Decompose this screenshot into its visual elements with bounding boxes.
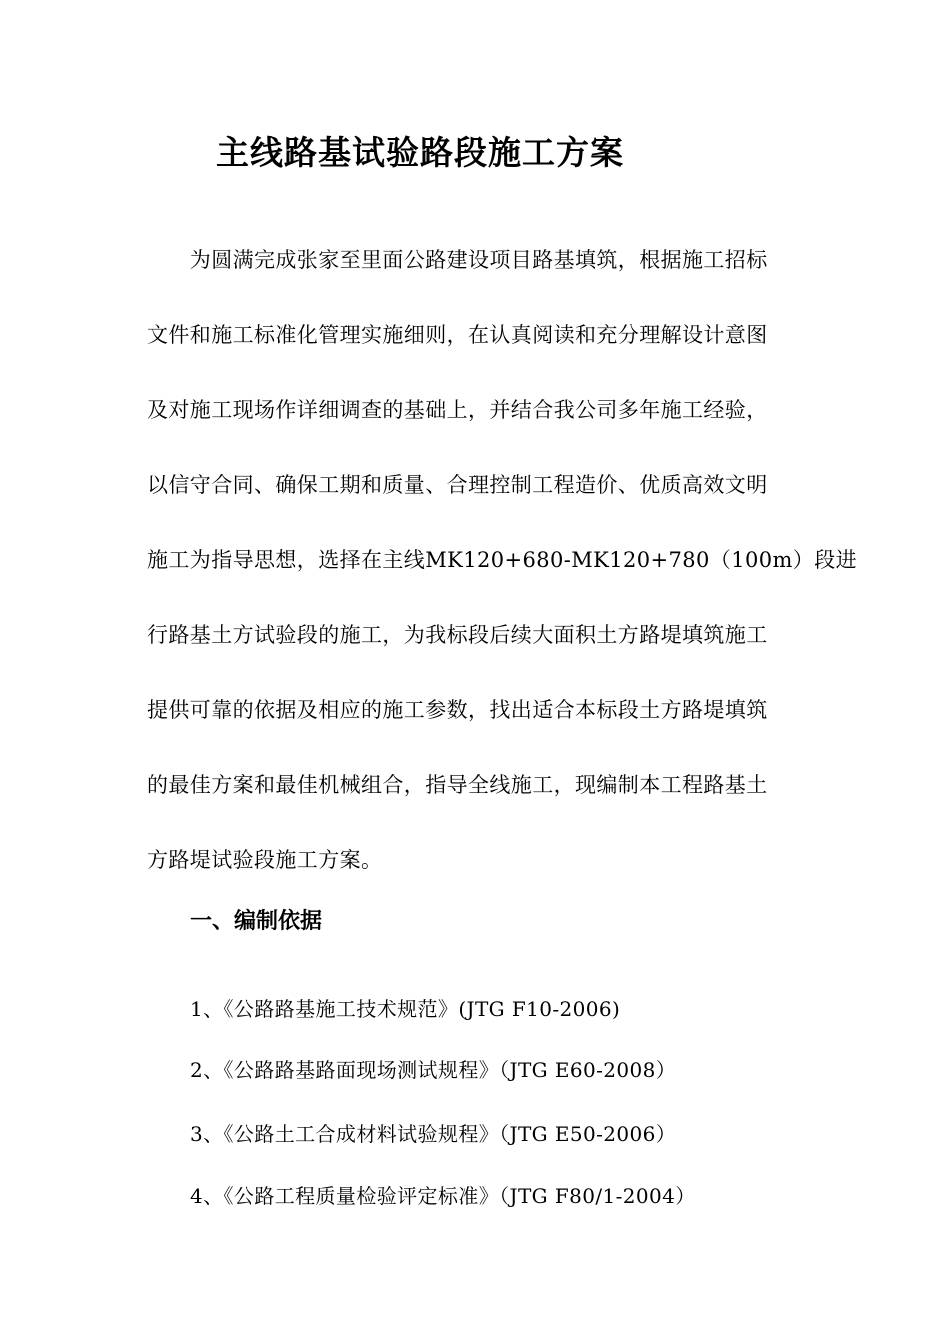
intro-line: 为圆满完成张家至里面公路建设项目路基填筑，根据施工招标 (147, 248, 768, 272)
section-heading: 一、编制依据 (190, 908, 323, 934)
intro-line: 以信守合同、确保工期和质量、合理控制工程造价、优质高效文明 (147, 473, 768, 497)
intro-line: 的最佳方案和最佳机械组合，指导全线施工，现编制本工程路基土 (147, 773, 768, 797)
reference-item: 4、《公路工程质量检验评定标准》（JTG F80/1-2004） (190, 1184, 696, 1208)
intro-line: 方路堤试验段施工方案。 (147, 848, 383, 872)
document-title: 主线路基试验路段施工方案 (216, 133, 624, 172)
intro-line: 施工为指导思想，选择在主线MK120+680-MK120+780（100m）段进 (147, 548, 857, 572)
intro-line: 文件和施工标准化管理实施细则，在认真阅读和充分理解设计意图 (147, 323, 768, 347)
reference-item: 1、《公路路基施工技术规范》(JTG F10-2006) (190, 997, 621, 1021)
reference-item: 2、《公路路基路面现场测试规程》（JTG E60-2008） (190, 1058, 677, 1082)
reference-item: 3、《公路土工合成材料试验规程》（JTG E50-2006） (190, 1122, 677, 1146)
intro-line: 提供可靠的依据及相应的施工参数，找出适合本标段土方路堤填筑 (147, 698, 768, 722)
intro-line: 及对施工现场作详细调查的基础上，并结合我公司多年施工经验， (147, 398, 768, 422)
intro-line: 行路基土方试验段的施工，为我标段后续大面积土方路堤填筑施工 (147, 623, 768, 647)
